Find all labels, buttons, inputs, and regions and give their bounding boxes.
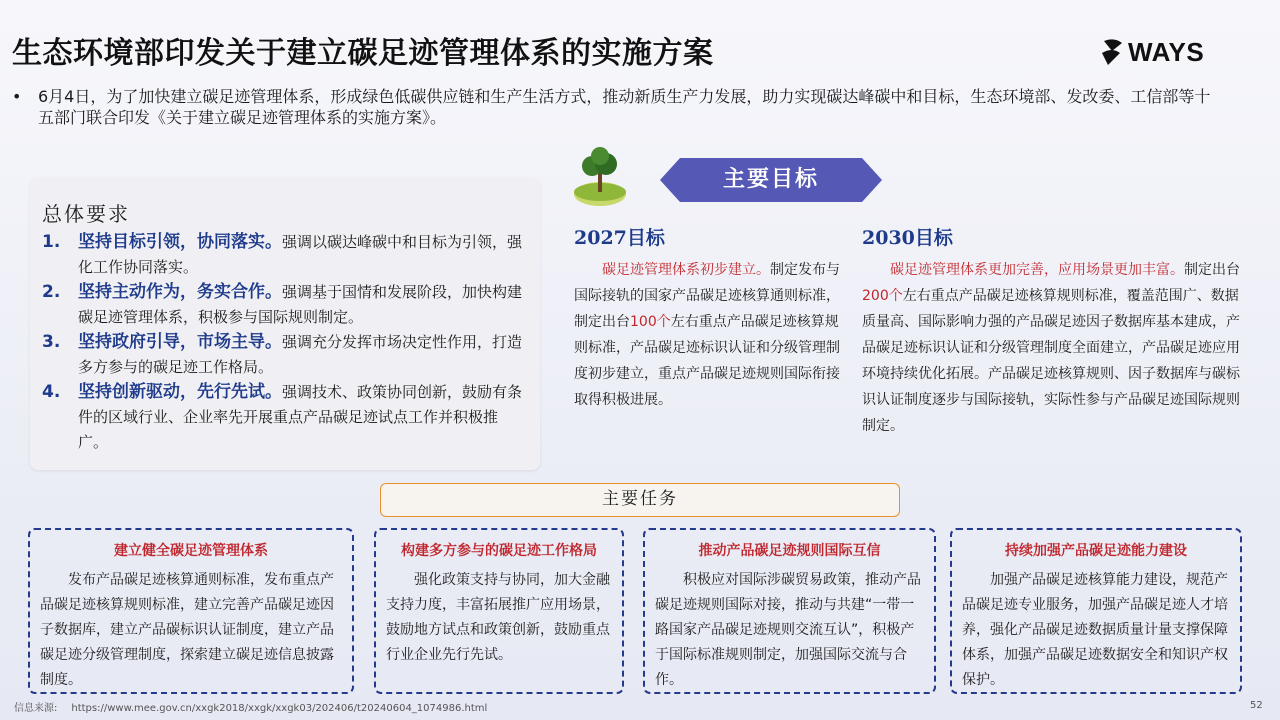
intro-text: 6月4日，为了加快建立碳足迹管理体系，形成绿色低碳供应链和生产生活方式，推动新质生产力发展，助力实现碳达峰碳中和目标，生态环境部、发改委、工信部等十五部门联合印发《关于建立碳足迹管理体系的实施方案》。 [38, 87, 1211, 127]
requirement-number: 1. [42, 232, 61, 252]
task-card-title: 建立健全碳足迹管理体系 [114, 543, 268, 559]
bullet-marker: • [12, 87, 22, 106]
goal-2030-text [862, 257, 1252, 439]
goal-2030-part2: 左右重点产品碳足迹核算规则标准，覆盖范围广、数据质量高、国际影响力强的产品碳足迹因子数据库基本建成，产品碳足迹标识认证和分级管理制度全面建立，产品碳足迹应用环境持续优化拓展。产品碳足迹核算规则、因子数据库与碳标识认证制度逐步与国际接轨，实际性参与产品碳足迹国际规则制定。 [862, 288, 1240, 434]
task-card-text: 积极应对国际涉碳贸易政策，推动产品碳足迹规则国际对接，推动与共建“一带一路国家产品碳足迹规则交流互认”，积极产于国际标准规则制定，加强国际交流与合作。 [655, 572, 921, 688]
requirement-number: 4. [42, 382, 61, 402]
goal-2030-lead: 碳足迹管理体系更加完善，应用场景更加丰富。 [890, 262, 1184, 278]
source-label: 信息来源: [14, 703, 58, 714]
task-card [374, 528, 624, 694]
goal-2027-title: 2027目标 [574, 227, 665, 249]
requirement-text: 强调基于国情和发展阶段，加快构建碳足迹管理体系，积极参与国际规则制定。 [78, 283, 523, 326]
source-url[interactable]: https://www.mee.gov.cn/xxgk2018/xxgk/xxgk03/202406/t20240604_1074986.html [71, 703, 488, 714]
tasks-heading: 主要任务 [380, 483, 900, 517]
goal-2030-part1: 制定出台 [1184, 262, 1240, 278]
goals-heading: 主要目标 [722, 167, 819, 192]
requirements-panel [30, 178, 540, 470]
requirement-highlight: 坚持创新驱动，先行先试。 [78, 382, 282, 402]
requirement-item [42, 330, 526, 380]
globe-tree-icon [572, 146, 628, 208]
requirements-heading: 总体要求 [42, 202, 130, 226]
requirement-number: 2. [42, 282, 61, 302]
requirement-item [42, 230, 526, 280]
task-card [643, 528, 936, 694]
goal-2027-text [574, 257, 842, 413]
task-card-title: 持续加强产品碳足迹能力建设 [1005, 543, 1187, 559]
ways-logo [1100, 32, 1220, 72]
requirement-highlight: 坚持政府引导，市场主导。 [78, 332, 282, 352]
source-note [14, 699, 487, 714]
ways-logo-mark-icon [1100, 37, 1124, 67]
page-title: 生态环境部印发关于建立碳足迹管理体系的实施方案 [12, 36, 714, 71]
task-card-text: 发布产品碳足迹核算通则标准，发布重点产品碳足迹核算规则标准，建立完善产品碳足迹因子数据库，建立产品碳标识认证制度，建立产品碳足迹分级管理制度，探索建立碳足迹信息披露制度。 [40, 572, 334, 688]
task-card [950, 528, 1242, 694]
goals-banner [660, 158, 882, 202]
requirement-text: 强调以碳达峰碳中和目标为引领，强化工作协同落实。 [78, 233, 523, 276]
task-card-title: 构建多方参与的碳足迹工作格局 [401, 543, 597, 559]
requirement-item [42, 380, 526, 455]
goal-2030-count: 200个 [862, 288, 903, 304]
goal-2027-part2: 左右重点产品碳足迹核算规则标准，产品碳足迹标识认证和分级管理制度初步建立，重点产品碳足迹规则国际衔接取得积极进展。 [574, 314, 840, 408]
goal-2027-part1: 制定发布与国际接轨的国家产品碳足迹核算通则标准，制定出台 [574, 262, 840, 330]
page-number: 52 [1250, 700, 1263, 711]
requirement-item [42, 280, 526, 330]
task-card-text: 强化政策支持与协同，加大金融支持力度，丰富拓展推广应用场景，鼓励地方试点和政策创新，鼓励重点行业企业先行先试。 [386, 572, 610, 663]
requirement-number: 3. [42, 332, 61, 352]
goal-2030-title: 2030目标 [862, 227, 953, 249]
requirement-highlight: 坚持主动作为，务实合作。 [78, 282, 282, 302]
task-card [28, 528, 354, 694]
intro-paragraph [12, 86, 1212, 128]
logo-text: WAYS [1128, 36, 1205, 67]
requirement-text: 强调技术、政策协同创新，鼓励有条件的区域行业、企业率先开展重点产品碳足迹试点工作并积极推广。 [78, 383, 523, 451]
goal-2027-lead: 碳足迹管理体系初步建立。 [602, 262, 770, 278]
requirement-text: 强调充分发挥市场决定性作用，打造多方参与的碳足迹工作格局。 [78, 333, 523, 376]
task-card-title: 推动产品碳足迹规则国际互信 [698, 543, 881, 559]
requirement-highlight: 坚持目标引领，协同落实。 [78, 232, 282, 252]
goal-2027-count: 100个 [630, 314, 671, 330]
task-card-text: 加强产品碳足迹核算能力建设，规范产品碳足迹专业服务，加强产品碳足迹人才培养，强化产品碳足迹数据质量计量支撑保障体系，加强产品碳足迹数据安全和知识产权保护。 [962, 572, 1228, 688]
